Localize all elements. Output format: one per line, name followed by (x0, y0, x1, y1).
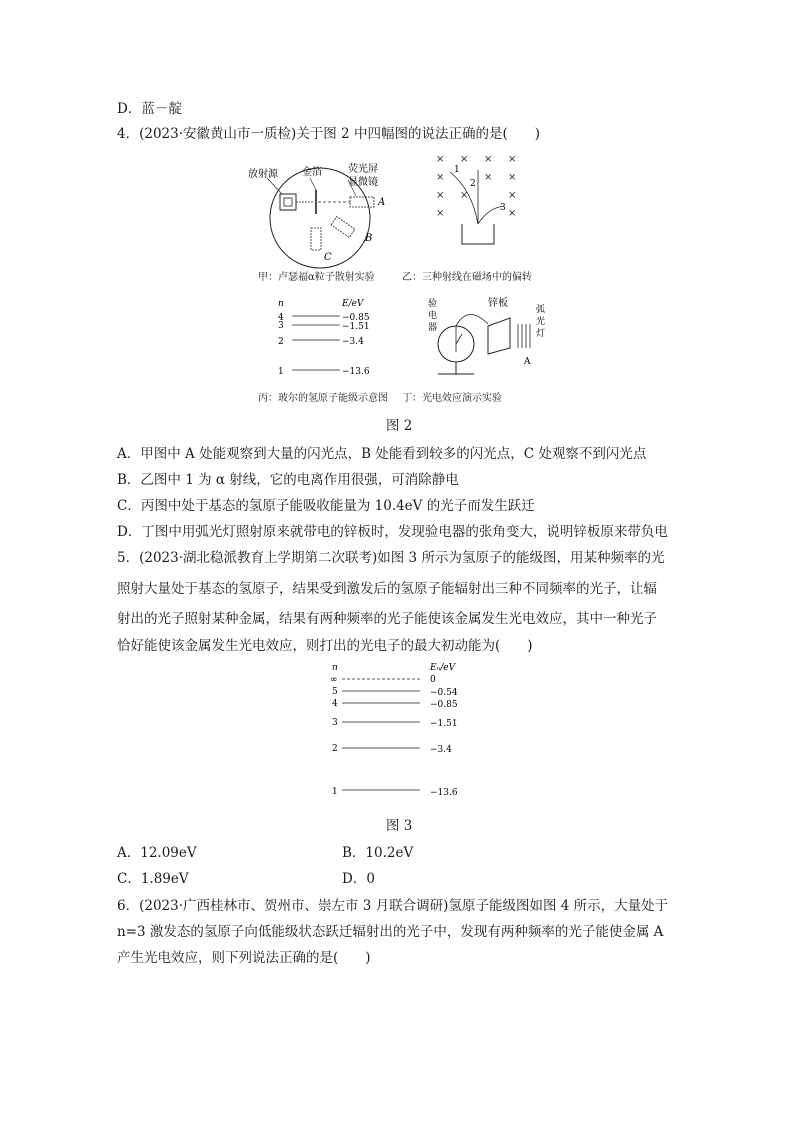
fig3-level-n: 5 (332, 687, 338, 697)
electroscope-label: 验 (428, 299, 438, 309)
fig3-level-n: 2 (332, 744, 338, 754)
svg-text:×: × (460, 190, 469, 201)
q4-option-a: A．甲图中 A 处能观察到大量的闪光点，B 处能看到较多的闪光点，C 处观察不到闪光点 (117, 446, 647, 462)
zinc-label: 锌板 (488, 298, 508, 309)
figure-3-energy-levels (328, 660, 468, 802)
figure-bohr-levels (272, 296, 392, 378)
fig3-level-e: 0 (430, 675, 436, 685)
caption-fig-a: 甲：卢瑟福α粒子散射实验 (258, 272, 375, 283)
figure-magnetic-deflection (432, 150, 532, 250)
q6-stem-line: 6．(2023·广西桂林市、贺州市、崇左市 3 月联合调研)氢原子能级图如图 4 所示，大量处于 (117, 898, 669, 914)
label-screen: 荧光屏 (348, 164, 378, 175)
fig3-e-label: Eₙ/eV (430, 663, 456, 673)
figure-photoelectric (418, 294, 568, 384)
lamp-label: 光 (536, 317, 546, 327)
q5-stem-line: 照射大量处于基态的氢原子，结果受到激发后的氢原子能辐射出三种不同频率的光子，让辐 (117, 581, 657, 597)
fig3-level-e: −0.54 (430, 688, 458, 698)
svg-text:×: × (484, 154, 493, 165)
q5-option-b: B．10.2eV (342, 845, 414, 861)
q5-option-a: A．12.09eV (117, 845, 197, 861)
label-pos-c: C (324, 252, 332, 263)
q5-stem-line: 射出的光子照射某种金属，结果有两种频率的光子能使该金属发生光电效应，其中一种光子 (117, 611, 657, 627)
lamp-label: 灯 (536, 329, 546, 339)
caption-fig-b: 乙：三种射线在磁场中的偏转 (402, 272, 532, 283)
figure-3-label: 图 3 (386, 818, 413, 834)
fig3-level-e: −0.85 (430, 700, 458, 710)
lamp-a-label: A (524, 357, 531, 367)
q3-option-d: D．蓝－靛 (117, 101, 182, 117)
q4-option-b: B．乙图中 1 为 α 射线，它的电离作用很强，可消除静电 (117, 472, 459, 488)
label-foil: 金箔 (302, 167, 322, 178)
fig3-level-e: −13.6 (430, 788, 458, 798)
fig-c-level-n: 1 (278, 367, 284, 377)
svg-text:×: × (436, 172, 445, 183)
caption-fig-d: 丁：光电效应演示实验 (402, 393, 502, 404)
fig-c-level-e: −3.4 (342, 337, 364, 347)
svg-text:×: × (508, 154, 517, 165)
fig3-level-e: −3.4 (430, 745, 452, 755)
fig3-n-label: n (332, 663, 338, 673)
q4-stem: 4．(2023·安徽黄山市一质检)关于图 2 中四幅图的说法正确的是( ) (117, 126, 540, 142)
svg-text:×: × (460, 154, 469, 165)
svg-text:×: × (436, 208, 445, 219)
q4-option-c: C．丙图中处于基态的氢原子能吸收能量为 10.4eV 的光子而发生跃迁 (117, 498, 535, 514)
q6-stem-line: 产生光电效应，则下列说法正确的是( ) (117, 950, 371, 966)
svg-text:×: × (436, 154, 445, 165)
caption-fig-c: 丙：玻尔的氢原子能级示意图 (258, 393, 388, 404)
label-microscope: 显微镜 (348, 177, 378, 188)
label-pos-a: A (378, 197, 386, 208)
lamp-label: 弧 (536, 305, 546, 315)
fig3-level-n: 3 (332, 718, 338, 728)
ray-3: 3 (500, 203, 506, 213)
svg-text:×: × (508, 208, 517, 219)
fig-c-level-n: 3 (278, 321, 284, 331)
fig-c-level-n: 2 (278, 337, 284, 347)
svg-text:×: × (436, 190, 445, 201)
fig3-level-n: 1 (332, 787, 338, 797)
fig3-level-n: 4 (332, 699, 338, 709)
fig-c-level-e: −0.85 (342, 313, 370, 323)
figure-2-label: 图 2 (386, 418, 413, 434)
q4-option-d: D．丁图中用弧光灯照射原来就带电的锌板时，发现验电器的张角变大，说明锌板原来带负电 (117, 524, 668, 540)
q5-option-d: D．0 (342, 871, 375, 887)
electroscope-label: 电 (428, 311, 438, 321)
q5-option-c: C．1.89eV (117, 871, 189, 887)
svg-text:×: × (508, 190, 517, 201)
label-source: 放射源 (248, 169, 278, 180)
fig3-level-e: −1.51 (430, 719, 458, 729)
q6-stem-line: n=3 激发态的氢原子向低能级状态跃迁辐射出的光子中，发现有两种频率的光子能使金属 A (117, 924, 664, 940)
label-pos-b: B (365, 233, 373, 244)
svg-text:×: × (484, 172, 493, 183)
ray-2: 2 (470, 179, 476, 189)
q5-stem-line: 5．(2023·湖北稳派教育上学期第二次联考)如图 3 所示为氢原子的能级图，用某种频率的光 (117, 550, 665, 566)
fig-c-e-label: E/eV (342, 299, 364, 309)
fig3-level-n: ∞ (330, 675, 338, 685)
ray-1: 1 (454, 165, 460, 175)
q5-stem-line: 恰好能使该金属发生光电效应，则打出的光电子的最大初动能为( ) (117, 638, 533, 654)
fig-c-n-label: n (278, 299, 284, 309)
svg-text:×: × (508, 172, 517, 183)
fig-c-level-e: −1.51 (342, 322, 370, 332)
figure-rutherford (244, 158, 404, 280)
electroscope-label: 器 (428, 323, 438, 333)
fig-c-level-n: 4 (278, 313, 284, 323)
fig-c-level-e: −13.6 (342, 367, 370, 377)
